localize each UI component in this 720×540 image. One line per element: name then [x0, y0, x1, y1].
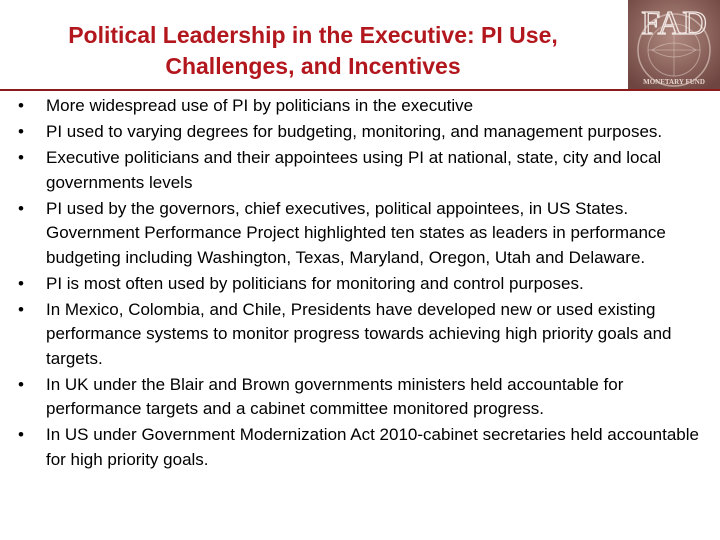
bullet-dot-icon: • — [18, 374, 24, 394]
logo-text: FAD — [641, 5, 707, 42]
imf-seal-logo-icon — [628, 0, 720, 89]
bullet-item — [18, 94, 718, 119]
bullet-dot-icon: • — [18, 122, 24, 141]
bullet-text: Executive politicians and their appointees using PI at national, state, city and local governments levels — [46, 148, 662, 192]
bullet-item — [18, 373, 718, 422]
bullet-dot-icon: • — [18, 425, 24, 444]
bullet-dot-icon: • — [18, 273, 24, 293]
bullet-text: PI used to varying degrees for budgeting, monitoring, and management purposes. — [46, 122, 663, 141]
logo-seal-text: MONETARY FUND — [643, 78, 705, 86]
bullet-list — [18, 94, 718, 474]
bullet-dot-icon: • — [18, 148, 24, 167]
bullet-dot-icon: • — [18, 198, 24, 218]
bullet-item — [18, 120, 718, 145]
bullet-dot-icon: • — [18, 299, 24, 319]
fad-logo — [628, 0, 720, 89]
bullet-text: PI used by the governors, chief executives, political appointees, in US States. Government Performance Project highlighted ten states as leaders in performance budgeting including Washington, Texas, Maryland, Oregon, Utah and Delaware. — [46, 198, 666, 267]
bullet-dot-icon: • — [18, 96, 24, 115]
slide-title — [0, 20, 626, 82]
title-divider — [0, 89, 720, 91]
bullet-item — [18, 146, 718, 195]
bullet-item — [18, 423, 718, 472]
bullet-text: More widespread use of PI by politicians in the executive — [46, 96, 474, 115]
bullet-item — [18, 197, 718, 271]
bullet-item — [18, 298, 718, 372]
bullet-text: In US under Government Modernization Act 2010-cabinet secretaries held accountable for high priority goals. — [46, 425, 699, 469]
title-line-1: Political Leadership in the Executive: PI Use, — [68, 22, 558, 48]
bullet-text: In UK under the Blair and Brown governments ministers held accountable for performance targets and a cabinet committee monitored progress. — [46, 374, 624, 418]
bullet-text: PI is most often used by politicians for monitoring and control purposes. — [46, 273, 584, 293]
bullet-item — [18, 272, 718, 297]
bullet-text: In Mexico, Colombia, and Chile, Presidents have developed new or used existing performance systems to monitor progress towards achieving high priority goals and targets. — [46, 299, 672, 368]
title-line-2: Challenges, and Incentives — [165, 53, 461, 79]
